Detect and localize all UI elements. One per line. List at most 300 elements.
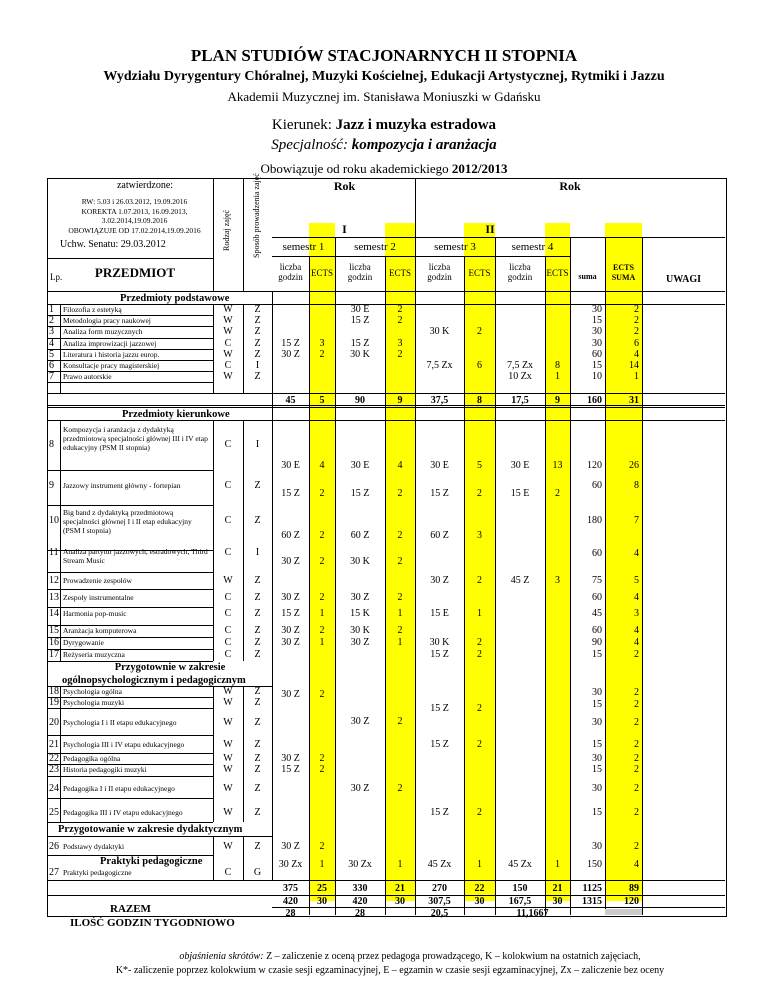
row-sem3-hours: 45 Zx <box>427 859 452 870</box>
row-lp: 7 <box>49 371 54 383</box>
row-sum-hours: 30 <box>592 337 602 349</box>
row-lp: 27 <box>49 867 59 878</box>
total-sum-ects: 120 <box>624 896 639 907</box>
row-sum-hours: 15 <box>592 315 602 327</box>
row-sum-ects: 2 <box>634 764 639 775</box>
row-lp: 15 <box>49 625 59 636</box>
grid-line <box>272 907 725 908</box>
total-sem4-hours: 150 <box>512 883 528 894</box>
row-sposob: Z <box>254 315 261 327</box>
row-sum-hours: 30 <box>592 326 602 338</box>
row-sposob: I <box>255 439 260 450</box>
row-sposob: G <box>253 867 262 878</box>
subtotal-divider-double <box>47 407 725 408</box>
row-lp: 17 <box>49 649 59 660</box>
subtotal-sem2-hours: 90 <box>355 395 365 406</box>
row-lp: 23 <box>49 764 59 775</box>
row-sum-ects: 4 <box>634 348 639 360</box>
row-rodzaj: C <box>224 625 232 636</box>
row-sem2-ects: 2 <box>397 556 403 567</box>
row-sem3-hours: 15 Z <box>430 739 449 750</box>
row-divider <box>47 382 213 383</box>
row-sum-hours: 180 <box>587 515 602 526</box>
row-sem3-ects: 2 <box>477 575 482 586</box>
grid-line <box>47 420 725 421</box>
row-rodzaj: C <box>224 547 232 558</box>
grid-line <box>213 686 214 822</box>
row-lp: 19 <box>49 697 59 708</box>
ects-suma-header: ECTS <box>613 263 634 272</box>
col-rodzaj: Rodzaj zajęć <box>222 209 231 251</box>
row-sposob: Z <box>254 515 261 526</box>
ects-header-1: ECTS <box>310 268 333 278</box>
subtotal-sum-hours: 160 <box>587 395 602 406</box>
row-sposob: Z <box>254 371 261 383</box>
row-sposob: Z <box>254 326 261 338</box>
row-sem2-ects: 3 <box>397 337 403 349</box>
row-rodzaj: C <box>224 592 232 603</box>
row-rodzaj: W <box>223 717 233 728</box>
row-sposob: Z <box>254 649 261 660</box>
row-lp: 2 <box>49 315 54 327</box>
row-sem3-hours: 15 Z <box>430 703 449 714</box>
row-sem2-hours: 30 Zx <box>348 859 372 870</box>
row-lp: 21 <box>49 739 59 750</box>
row-rodzaj: W <box>223 315 233 327</box>
subtotal-sem4-ects: 9 <box>555 395 560 406</box>
grid-line <box>385 291 386 915</box>
uwagi-header: UWAGI <box>665 274 701 285</box>
row-rodzaj: W <box>223 697 233 708</box>
row-sem4-hours: 45 Z <box>510 575 530 586</box>
row-rodzaj: W <box>223 575 233 586</box>
grid-line <box>545 291 546 915</box>
subtotal-sem3-ects: 8 <box>477 395 482 406</box>
row-sum-hours: 60 <box>592 592 602 603</box>
row-sem3-ects: 1 <box>477 859 482 870</box>
row-sem3-ects: 2 <box>477 703 482 714</box>
row-divider <box>47 708 213 709</box>
sem4-label: semestr 4 <box>511 241 554 253</box>
col-przedmiot: PRZEDMIOT <box>94 265 176 280</box>
total-sem2-ects: 21 <box>395 883 405 894</box>
row-sem4-hours: 30 E <box>510 460 530 471</box>
row-sum-ects: 26 <box>629 460 639 471</box>
row-sem1-ects: 2 <box>319 625 325 636</box>
row-sem2-hours: 30 K <box>350 556 370 567</box>
row-sum-hours: 30 <box>592 304 602 315</box>
row-sem2-hours: 30 Z <box>350 592 370 603</box>
weekly-sem3: 20,5 <box>430 908 449 919</box>
row-sum-hours: 15 <box>592 699 602 710</box>
row-sem1-hours: 15 Z <box>281 764 300 775</box>
grid-line <box>213 420 214 661</box>
row-lp: 13 <box>49 592 59 603</box>
total-sem1-hours: 375 <box>283 883 298 894</box>
row-sum-hours: 15 <box>592 807 602 818</box>
row-sem3-hours: 7,5 Zx <box>426 360 453 371</box>
row-sem1-ects: 1 <box>319 859 325 870</box>
row-rodzaj: C <box>224 649 232 660</box>
row-sum-ects: 2 <box>634 699 639 710</box>
faculty-name: Wydziału Dyrygentury Chóralnej, Muzyki Kościelnej, Edukacji Artystycznej, Rytmiki i Jazzu <box>103 69 665 84</box>
year-2-label: II <box>485 222 495 236</box>
row-subject-name: Dyrygowanie <box>63 638 104 647</box>
row-divider <box>47 589 213 590</box>
row-sem2-hours: 30 Z <box>350 637 370 648</box>
subtotal-sem1-ects: 5 <box>319 395 325 406</box>
row-sposob: I <box>255 360 260 371</box>
row-sem2-ects: 2 <box>397 304 403 315</box>
row-sem3-ects: 6 <box>477 360 482 371</box>
footnote-line-2: K*- zaliczenie poprzez kolokwium w czasie sesji egzaminacyjnej, E – egzamin w czasie sesji egzaminacyjnej, Zx – zaliczenie bez oceny <box>115 965 665 976</box>
row-lp: 12 <box>49 575 59 586</box>
row-sem3-ects: 5 <box>477 460 482 471</box>
total-sem1-ects: 25 <box>317 883 327 894</box>
row-lp: 6 <box>49 360 54 371</box>
row-subject-name: Pedagogika III i IV etapu edukacyjnego <box>63 808 183 817</box>
row-sum-hours: 90 <box>592 637 602 648</box>
row-lp: 18 <box>49 686 59 697</box>
subtotal-sem3-hours: 37,5 <box>430 395 449 406</box>
row-sposob: Z <box>254 337 261 349</box>
row-sposob: Z <box>254 637 261 648</box>
weekly-sem1: 28 <box>285 908 296 919</box>
row-sem4-ects: 13 <box>552 460 563 471</box>
row-sposob: Z <box>254 807 261 818</box>
rok-1-label: Rok <box>333 179 356 193</box>
suma-header: suma <box>578 272 597 281</box>
year-1-label: I <box>342 222 347 236</box>
specjalnosc-label: Specjalność: <box>271 137 348 153</box>
row-sposob: Z <box>254 764 261 775</box>
row-rodzaj: W <box>223 371 233 383</box>
row-sum-ects: 2 <box>634 687 639 698</box>
obowiazuje-label: Obowiązuje od roku akademickiego <box>260 161 449 176</box>
ects-header-2: ECTS <box>388 268 411 278</box>
total-sem1-ects: 30 <box>317 896 327 907</box>
footnote-prefix: objaśnienia skrótów: <box>179 951 264 962</box>
total-sem1-hours: 420 <box>283 896 298 907</box>
row-sum-hours: 45 <box>592 608 602 619</box>
revision-note-4: OBOWIĄZUJE OD 17.02.2014,19.09.2016 <box>68 225 201 235</box>
row-sum-hours: 15 <box>592 764 602 775</box>
row-lp: 4 <box>49 337 54 349</box>
zatwierdzone-label: zatwierdzone: <box>116 180 174 191</box>
row-sem1-hours: 30 Z <box>281 689 300 700</box>
col-sposob: Sposób prowadzenia zajęć <box>252 173 261 258</box>
row-sem3-hours: 15 Z <box>430 649 449 660</box>
row-sum-ects: 4 <box>634 548 639 559</box>
row-rodzaj: C <box>224 480 232 491</box>
row-sem1-hours: 60 Z <box>281 530 300 541</box>
row-sum-ects: 4 <box>634 859 639 870</box>
header-divider <box>47 258 213 259</box>
row-lp: 16 <box>49 637 59 648</box>
row-sem4-ects: 1 <box>555 371 560 383</box>
row-sem1-hours: 30 E <box>281 460 300 471</box>
grid-line <box>272 291 273 880</box>
row-rodzaj: W <box>223 348 233 360</box>
section-kierunkowe: Przedmioty kierunkowe <box>122 409 230 420</box>
totals-razem: RAZEM <box>110 903 151 915</box>
row-divider <box>47 607 213 608</box>
total-sum-ects: 89 <box>629 883 639 894</box>
kierunek-label: Kierunek: <box>271 117 332 133</box>
row-sposob: Z <box>254 348 261 360</box>
row-sem4-hours: 7,5 Zx <box>506 360 534 371</box>
row-sum-ects: 2 <box>634 841 639 852</box>
row-sem2-hours: 60 Z <box>350 530 370 541</box>
row-lp: 22 <box>49 753 59 764</box>
kierunek-value: Jazz i muzyka estradowa <box>335 117 497 133</box>
row-rodzaj: W <box>223 807 233 818</box>
row-lp: 5 <box>49 348 54 360</box>
row-subject-name: Konsultacje pracy magisterskiej <box>63 361 160 370</box>
row-rodzaj: C <box>224 637 232 648</box>
subtotal-divider <box>47 405 725 406</box>
row-sem1-ects: 2 <box>319 689 325 700</box>
grid-line <box>213 304 214 393</box>
row-sposob: Z <box>254 783 261 794</box>
hours-header-b-2: godzin <box>347 272 373 282</box>
ects-header-4: ECTS <box>546 268 569 278</box>
row-sum-ects: 1 <box>634 371 639 383</box>
revision-note-3: 3.02.2014,19.09.2016 <box>101 216 168 225</box>
row-sem3-ects: 2 <box>477 488 482 499</box>
row-subject-name: Analiza improwizacji jazzowej <box>63 338 157 348</box>
row-sem1-ects: 1 <box>319 608 325 619</box>
row-sem1-hours: 15 Z <box>281 488 300 499</box>
hours-header-b-1: godzin <box>278 272 303 282</box>
senate-resolution: Uchw. Senatu: 29.03.2012 <box>60 239 166 250</box>
row-sum-ects: 2 <box>634 807 639 818</box>
row-sem2-hours: 30 Z <box>350 716 370 727</box>
row-sposob: Z <box>254 686 261 697</box>
row-sem2-hours: 30 E <box>350 304 370 315</box>
row-sum-hours: 30 <box>592 687 602 698</box>
row-sum-ects: 2 <box>634 783 639 794</box>
total-sem3-hours: 307,5 <box>428 896 451 907</box>
row-sposob: I <box>255 547 260 558</box>
sem2-label: semestr 2 <box>354 241 396 253</box>
total-sem4-ects: 30 <box>552 896 563 907</box>
row-subject-name: Pedagogika ogólna <box>63 754 121 763</box>
row-rodzaj: W <box>223 783 233 794</box>
row-sem2-hours: 30 K <box>350 348 370 360</box>
row-sem2-ects: 4 <box>397 460 403 471</box>
row-sum-hours: 75 <box>592 575 602 586</box>
row-sem4-hours: 45 Zx <box>508 859 532 870</box>
row-divider <box>47 572 213 573</box>
row-sum-hours: 10 <box>592 371 602 383</box>
row-sum-hours: 60 <box>592 625 602 636</box>
row-sem3-hours: 15 Z <box>430 488 449 499</box>
row-sem2-hours: 15 Z <box>350 315 370 327</box>
header-bottom <box>47 291 725 292</box>
grid-line <box>47 895 725 896</box>
total-sem2-hours: 330 <box>352 883 368 894</box>
row-divider <box>47 822 213 823</box>
row-sum-ects: 4 <box>634 592 639 603</box>
weekly-sem2: 28 <box>355 908 365 919</box>
hours-header-4: liczba <box>509 262 531 272</box>
total-sem3-ects: 30 <box>474 896 485 907</box>
row-sposob: Z <box>254 304 261 315</box>
weekly-sem4: 11,1667 <box>516 908 549 919</box>
row-sem3-ects: 1 <box>477 608 482 619</box>
row-divider <box>47 735 213 736</box>
sem1-label: semestr 1 <box>282 241 325 253</box>
row-subject-name: Aranżacja komputerowa <box>63 626 137 635</box>
grid-line <box>60 420 61 661</box>
hours-header-3: liczba <box>428 262 451 272</box>
row-sem1-hours: 15 Z <box>281 608 300 619</box>
rok-2-label: Rok <box>559 179 581 193</box>
grid-line <box>60 304 61 393</box>
row-subject-name: Analiza form muzycznych <box>63 327 143 337</box>
grid-line <box>47 393 725 394</box>
grid-line <box>243 686 244 822</box>
row-lp: 3 <box>49 326 54 338</box>
grid-line <box>642 237 643 915</box>
row-sum-hours: 60 <box>592 548 602 559</box>
row-sposob: Z <box>254 841 261 852</box>
row-sum-hours: 60 <box>592 348 602 360</box>
row-lp: 9 <box>49 480 54 491</box>
row-sem1-ects: 3 <box>319 337 325 349</box>
grid-line <box>60 686 61 822</box>
row-sem2-hours: 15 Z <box>350 337 370 349</box>
row-sem1-hours: 30 Z <box>281 637 300 648</box>
row-sem3-ects: 2 <box>477 637 482 648</box>
row-subject-name: Reżyseria muzyczna <box>63 650 125 659</box>
footnote-text-1: Z – zaliczenie z oceną przez pedagoga prowadzącego, K – kolokwium na ostatnich zajęciach, <box>266 951 641 962</box>
row-sem1-ects: 2 <box>319 764 325 775</box>
revision-note-1: RW: 5.03 i 26.03.2012, 19.09.2016 <box>81 197 188 206</box>
row-sum-ects: 2 <box>634 717 639 728</box>
totals-ilosc: ILOŚĆ GODZIN TYGODNIOWO <box>70 917 235 929</box>
row-subject-name: Praktyki pedagogiczne <box>63 868 132 877</box>
row-lp: 20 <box>49 717 59 728</box>
row-sum-hours: 15 <box>592 360 602 371</box>
row-sposob: Z <box>254 753 261 764</box>
row-sposob: Z <box>254 717 261 728</box>
grid-line <box>335 291 336 915</box>
row-subject-name: Psychologia ogólna <box>63 687 122 696</box>
row-sem2-ects: 2 <box>397 488 403 499</box>
row-sum-hours: 30 <box>592 841 602 852</box>
row-lp: 25 <box>49 807 59 818</box>
row-sum-ects: 3 <box>634 608 639 619</box>
row-rodzaj: C <box>224 608 232 619</box>
row-sem3-ects: 2 <box>477 649 482 660</box>
total-sem4-ects: 21 <box>552 883 563 894</box>
hours-header-b-4: godzin <box>507 272 533 282</box>
row-subject-name: Analiza partytur jazzowych, estradowych, Third Stream Music <box>63 547 208 565</box>
row-sem1-ects: 2 <box>319 348 325 360</box>
row-sem2-hours: 15 K <box>350 608 370 619</box>
row-sem2-ects: 2 <box>397 315 403 327</box>
row-sposob: Z <box>254 480 261 491</box>
row-sem3-hours: 60 Z <box>430 530 449 541</box>
row-sem2-ects: 2 <box>397 625 403 636</box>
grid-line <box>272 256 570 257</box>
ects-header-3: ECTS <box>468 268 491 278</box>
grid-line <box>243 836 244 880</box>
row-divider <box>47 470 213 471</box>
row-sem2-hours: 30 E <box>350 460 370 471</box>
row-sem1-hours: 30 Z <box>281 556 300 567</box>
row-sem3-ects: 2 <box>477 739 482 750</box>
row-sem2-ects: 1 <box>397 859 403 870</box>
sem3-label: semestr 3 <box>434 241 476 253</box>
row-rodzaj: C <box>224 360 232 371</box>
row-sem1-hours: 30 Z <box>281 753 300 764</box>
col-lp: Lp. <box>50 272 63 282</box>
total-sem2-hours: 420 <box>352 896 368 907</box>
row-divider <box>47 776 213 777</box>
grid-line <box>243 304 244 393</box>
row-sum-hours: 60 <box>592 480 602 491</box>
row-sum-hours: 150 <box>587 859 602 870</box>
row-sem2-ects: 2 <box>397 716 403 727</box>
row-subject-name: Big band z dydaktyką przedmiotową specjalności głównej I i II etap edukacyjny (PSM I stopnia) <box>63 508 192 535</box>
total-sum-hours: 1315 <box>582 896 602 907</box>
grid-line <box>272 237 725 238</box>
subtotal-sem2-ects: 9 <box>397 395 403 406</box>
row-subject-name: Jazzowy instrument główny - fortepian <box>63 481 181 490</box>
row-sum-hours: 15 <box>592 739 602 750</box>
row-sem1-hours: 15 Z <box>281 337 300 349</box>
total-sem3-ects: 22 <box>474 883 485 894</box>
total-sum-hours: 1125 <box>582 883 602 894</box>
subtotal-sum-ects: 31 <box>629 395 639 406</box>
row-sem1-hours: 30 Z <box>281 592 300 603</box>
grid-line <box>47 880 725 881</box>
section-przygotowanie-1: Przygotownie w zakresie <box>114 662 226 673</box>
row-sum-ects: 6 <box>634 337 639 349</box>
grid-line <box>47 836 272 837</box>
row-sem1-hours: 30 Z <box>281 625 300 636</box>
row-sum-ects: 7 <box>634 515 639 526</box>
row-sem2-ects: 2 <box>397 783 403 794</box>
row-sem2-ects: 2 <box>397 530 403 541</box>
row-subject-name: Harmonia pop-music <box>63 609 127 618</box>
row-sem1-ects: 1 <box>319 637 325 648</box>
row-sem3-ects: 2 <box>477 326 482 338</box>
subtotal-sem4-hours: 17,5 <box>511 395 529 406</box>
row-sem4-hours: 15 E <box>510 488 530 499</box>
row-sposob: Z <box>254 625 261 636</box>
row-sum-hours: 30 <box>592 753 602 764</box>
row-lp: 24 <box>49 783 59 794</box>
row-sem1-ects: 2 <box>319 556 325 567</box>
row-sem1-ects: 2 <box>319 592 325 603</box>
grid-line <box>309 291 310 915</box>
row-sum-hours: 30 <box>592 717 602 728</box>
row-sposob: Z <box>254 592 261 603</box>
hours-header-1: liczba <box>279 262 302 272</box>
row-sem1-hours: 30 Zx <box>278 859 303 870</box>
obowiazuje-value: 2012/2013 <box>451 161 508 176</box>
row-sum-hours: 15 <box>592 649 602 660</box>
row-sem1-hours: 30 Z <box>281 841 300 852</box>
row-sposob: Z <box>254 697 261 708</box>
row-sem3-hours: 30 E <box>430 460 449 471</box>
row-subject-name: Kompozycja i aranżacja z dydaktyką przedmiotową specjalności głównej III i IV etap edukacyjny (PSM II stopnia) <box>63 425 208 452</box>
grid-line <box>213 178 214 291</box>
